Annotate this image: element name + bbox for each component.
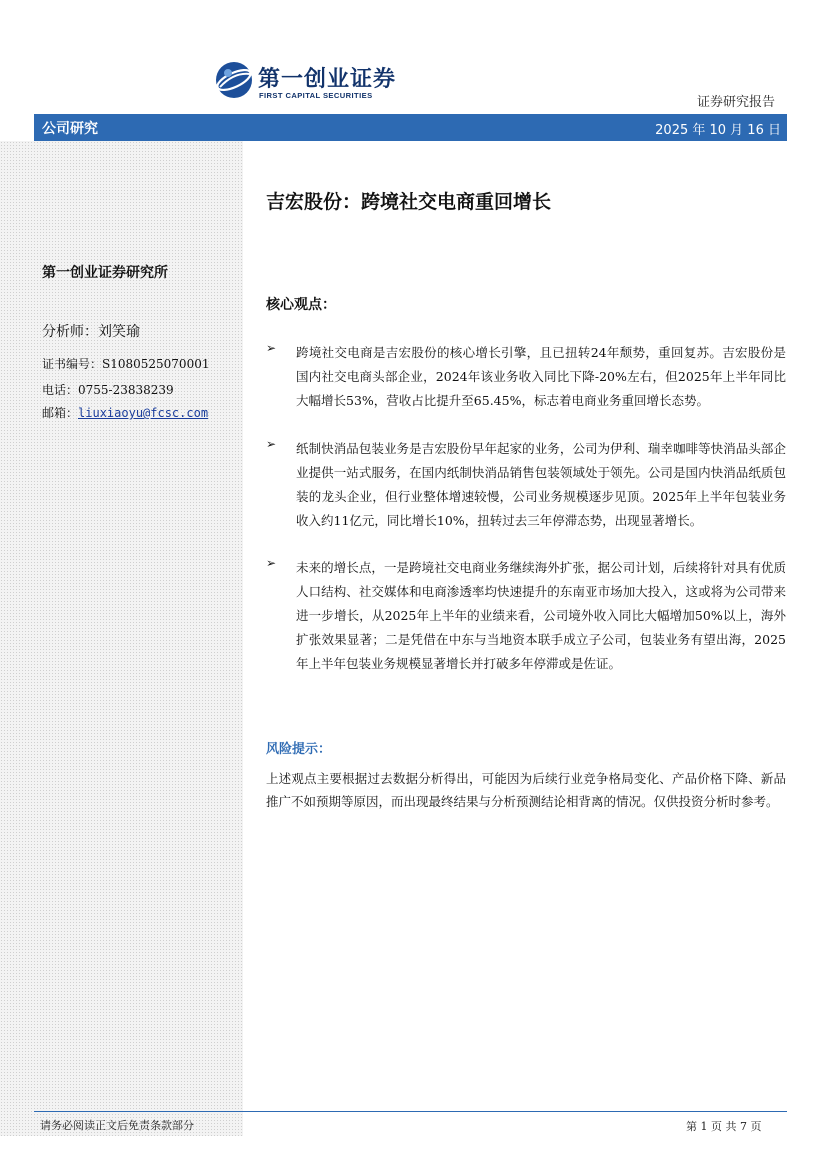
risk-text: 上述观点主要根据过去数据分析得出，可能因为后续行业竞争格局变化、产品价格下降、新品推广不如预期等原因，而出现最终结果与分析预测结论相背离的情况。仅供投资分析时参考。 (266, 771, 786, 809)
bullet-text: 未来的增长点，一是跨境社交电商业务继续海外扩张，据公司计划，后续将针对具有优质人口结构、社交媒体和电商渗透率均快速提升的东南亚市场加大投入，这或将为公司带来进一步增长，从2025年上半年的业绩来看，公司境外收入同比大幅增加50%以上，海外扩张效果显著；二是凭借在中东与当地资本联手成立子公司，包装业务有望出海，2025年上半年包装业务规模显著增长并打破多年停滞或是佐证。 (296, 560, 786, 671)
report-date: 2025 年 10 月 16 日 (655, 123, 781, 138)
analyst-name: 分析师：刘笑瑜 (42, 324, 140, 340)
report-title: 吉宏股份：跨境社交电商重回增长 (266, 191, 552, 213)
bullet-text: 纸制快消品包装业务是吉宏股份早年起家的业务，公司为伊利、瑞幸咖啡等快消品头部企业提供一站式服务，在国内纸制快消品销售包装领域处于领先。公司是国内快消品纸质包装的龙头企业，但行业整体增速较慢，公司业务规模逐步见顶。2025年上半年包装业务收入约11亿元，同比增长10%，扭转过去三年停滞态势，出现显著增长。 (296, 441, 786, 528)
arrow-bullet-icon: ➢ (266, 341, 277, 355)
logo-english-name: FIRST CAPITAL SECURITIES (259, 91, 373, 100)
section-label: 公司研究 (42, 121, 98, 137)
footer-disclaimer: 请务必阅读正文后免责条款部分 (40, 1119, 194, 1132)
bullet-point (266, 341, 786, 413)
bullet-point (266, 437, 786, 533)
footer-divider (34, 1111, 787, 1112)
header-band (34, 114, 787, 141)
email-row (42, 404, 208, 421)
report-type: 证券研究报告 (697, 95, 776, 110)
institute-name: 第一创业证券研究所 (42, 265, 168, 281)
risk-heading: 风险提示： (266, 742, 332, 757)
bullet-point (266, 556, 786, 676)
core-views-heading: 核心观点： (266, 297, 336, 313)
logo-chinese-name: 第一创业证券 (258, 67, 397, 92)
email-label: 邮箱： (42, 406, 79, 420)
globe-logo-icon (214, 60, 254, 100)
certificate-number: 证书编号：S1080525070001 (42, 357, 210, 371)
page-number: 第 1 页 共 7 页 (686, 1120, 762, 1133)
sidebar-panel (0, 141, 243, 1136)
arrow-bullet-icon: ➢ (266, 437, 277, 451)
bullet-text: 跨境社交电商是吉宏股份的核心增长引擎，且已扭转24年颓势，重回复苏。吉宏股份是国内社交电商头部企业，2024年该业务收入同比下降-20%左右，但2025年上半年同比大幅增长53%，营收占比提升至65.45%，标志着电商业务重回增长态势。 (296, 345, 786, 408)
arrow-bullet-icon: ➢ (266, 556, 277, 570)
company-logo (214, 60, 404, 106)
email-link[interactable]: liuxiaoyu@fcsc.com (78, 406, 209, 420)
telephone: 电话：0755-23838239 (42, 383, 174, 397)
